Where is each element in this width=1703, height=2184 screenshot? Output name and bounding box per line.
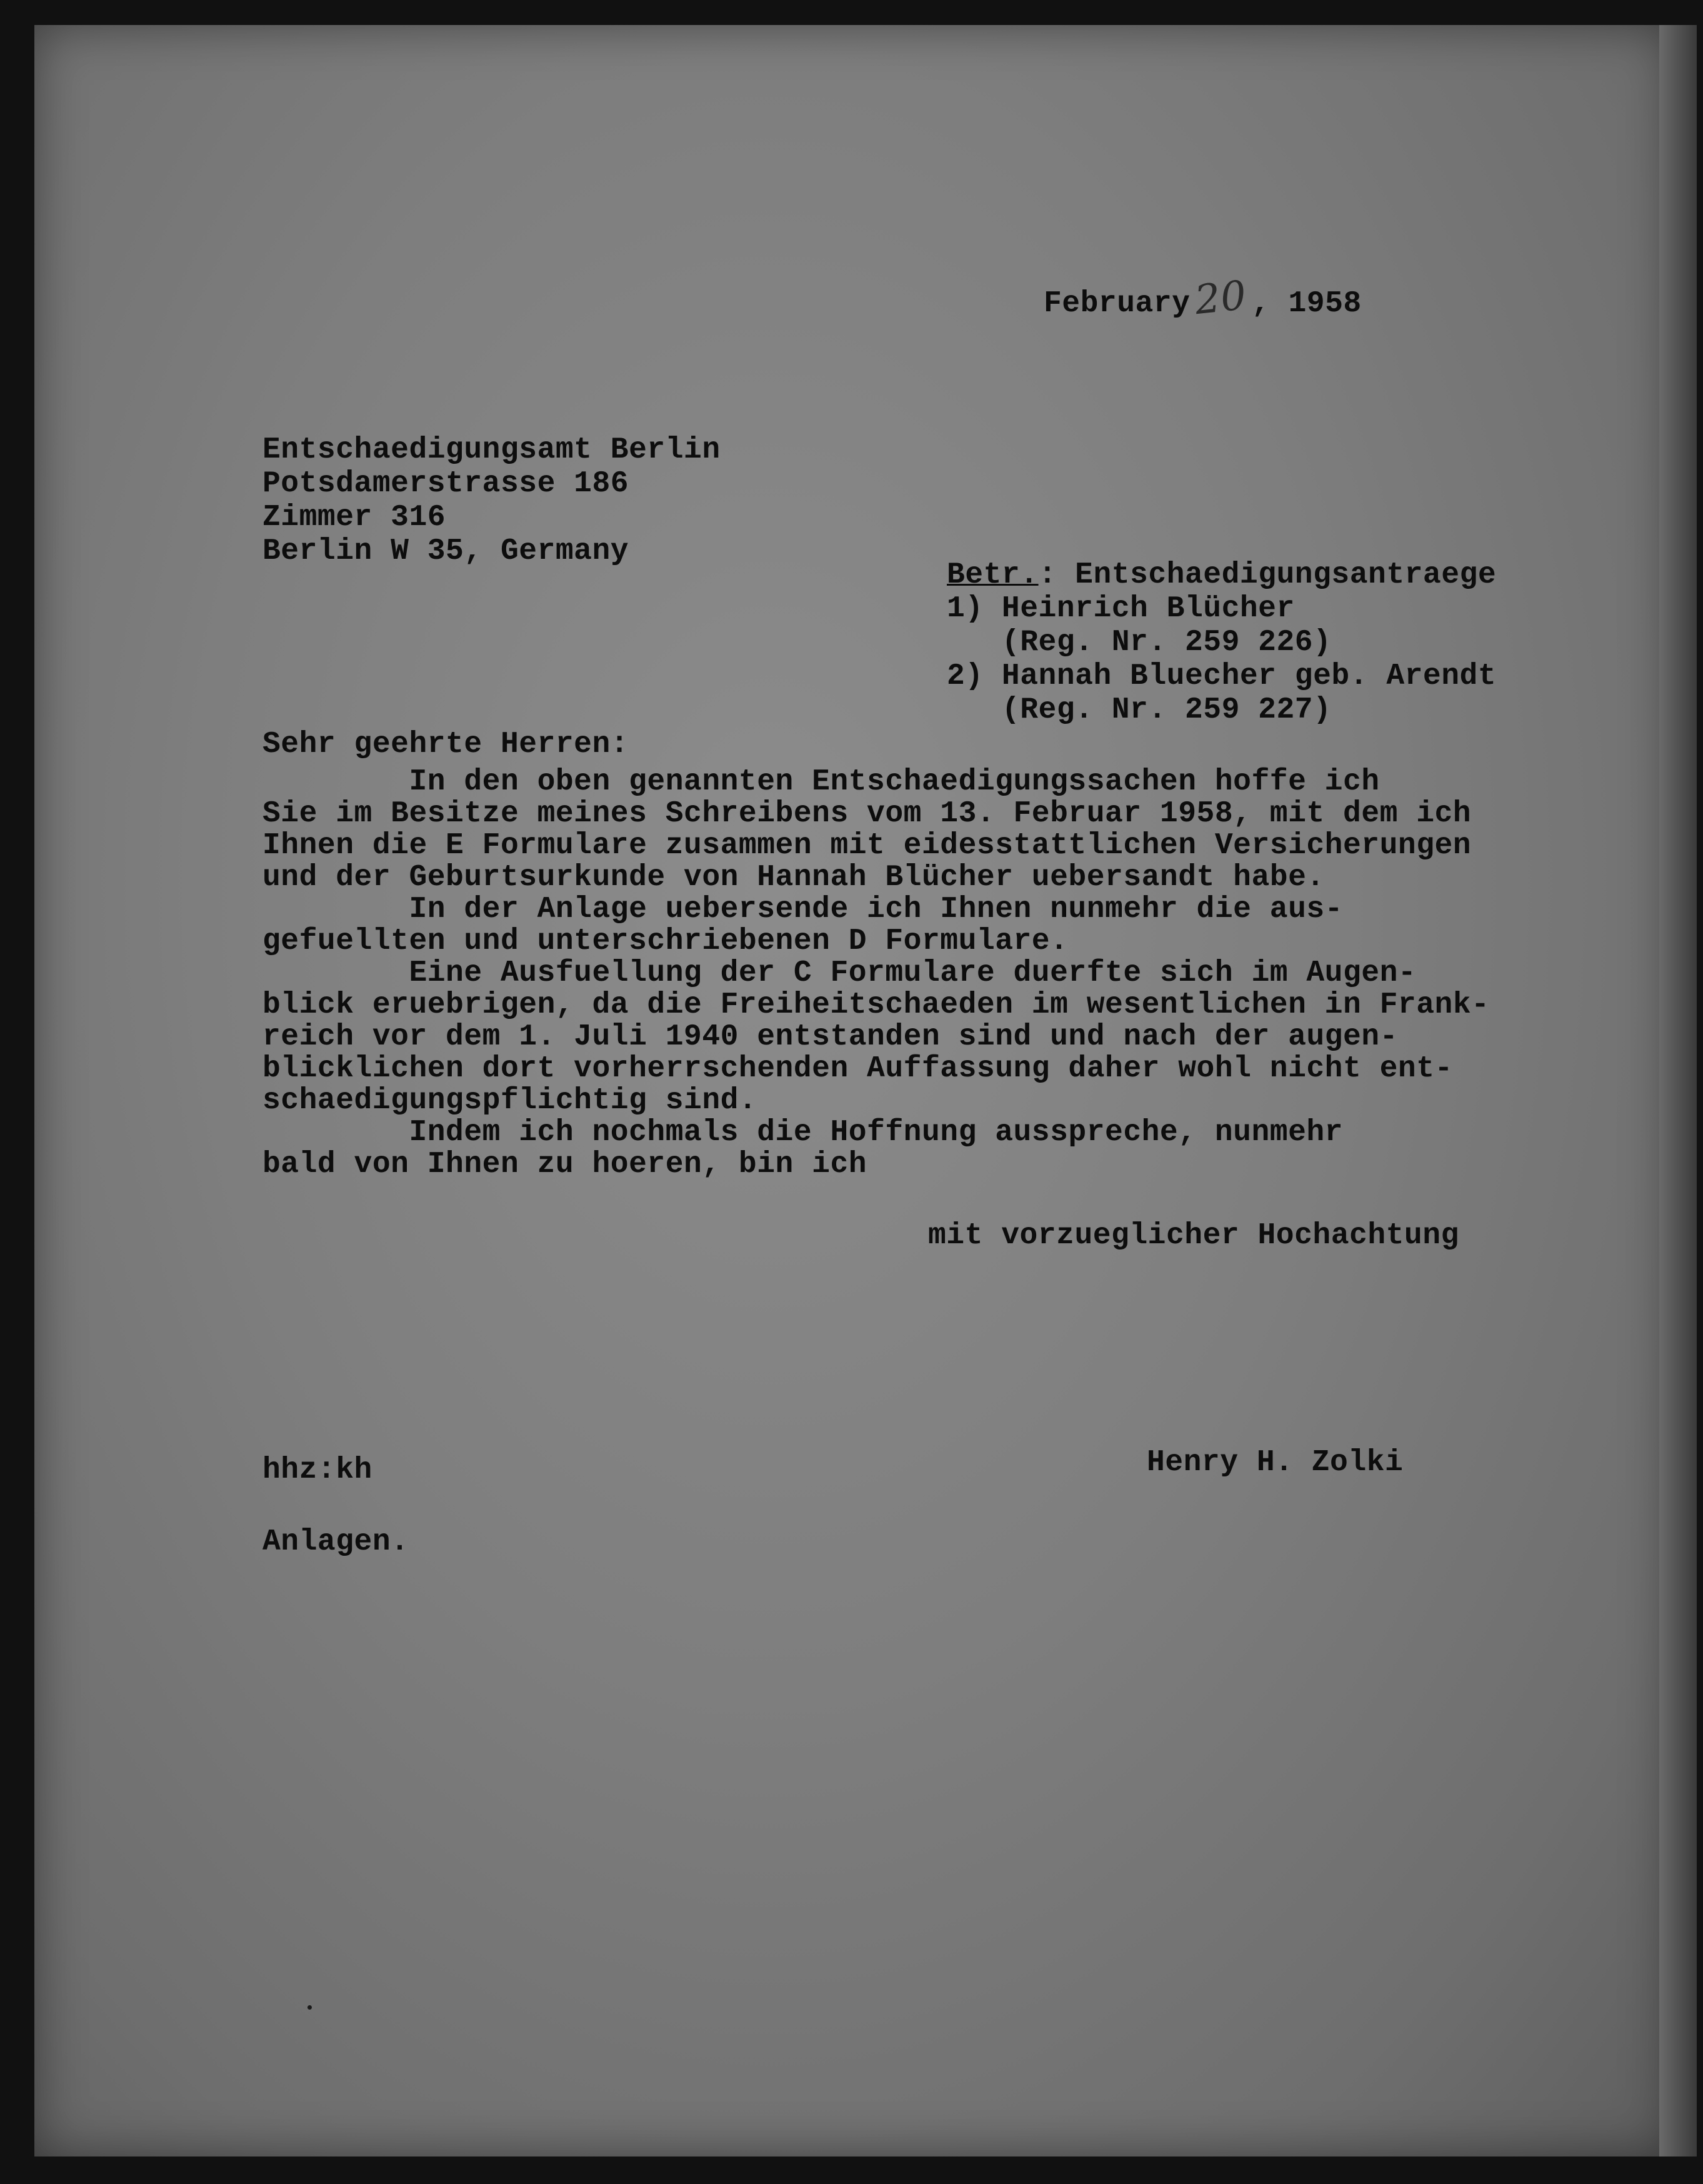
typist-initials: hhz:kh [262, 1453, 372, 1487]
reference-block [947, 558, 1496, 727]
salutation: Sehr geehrte Herren: [262, 728, 629, 761]
paper-shadow-edge [1659, 25, 1697, 2156]
date-year: , 1958 [1251, 287, 1362, 321]
body-line: bald von Ihnen zu hoeren, bin ich [262, 1148, 867, 1181]
body-line: In den oben genannten Entschaedigungssachen hoffe ich [262, 765, 1380, 799]
body-line: Ihnen die E Formulare zusammen mit eidesstattlichen Versicherungen [262, 829, 1472, 863]
enclosures-note: Anlagen. [262, 1525, 409, 1559]
body-line: Indem ich nochmals die Hoffnung ausspreche, nunmehr [262, 1116, 1343, 1150]
body-line: blick eruebrigen, da die Freiheitschaeden im wesentlichen in Frank- [262, 988, 1490, 1022]
body-line: gefuellten und unterschriebenen D Formulare. [262, 924, 1069, 958]
body-line: blicklichen dort vorherrschenden Auffassung daher wohl nicht ent- [262, 1052, 1453, 1086]
address-line-4: Berlin W 35, Germany [262, 534, 629, 568]
complimentary-closing: mit vorzueglicher Hochachtung [928, 1219, 1459, 1253]
reference-item: 1) Heinrich Blücher [947, 592, 1295, 626]
recipient-address [262, 433, 721, 568]
reference-label: Betr. [947, 558, 1039, 592]
address-line-1: Entschaedigungsamt Berlin [262, 433, 721, 467]
reference-item: 2) Hannah Bluecher geb. Arendt [947, 659, 1497, 693]
address-line-2: Potsdamerstrasse 186 [262, 467, 629, 501]
letter-body [262, 766, 1489, 1181]
body-line: Eine Ausfuellung der C Formulare duerfte sich im Augen- [262, 956, 1417, 990]
body-line: In der Anlage uebersende ich Ihnen nunmehr die aus- [262, 893, 1343, 926]
body-line: reich vor dem 1. Juli 1940 entstanden sind und nach der augen- [262, 1020, 1398, 1054]
date-day-handwritten: 20 [1192, 272, 1249, 324]
address-line-3: Zimmer 316 [262, 501, 446, 534]
signer-name: Henry H. Zolki [1147, 1446, 1404, 1480]
reference-heading [947, 558, 1496, 592]
date-month: February [1044, 287, 1191, 321]
reference-item: (Reg. Nr. 259 226) [947, 626, 1332, 659]
body-line: Sie im Besitze meines Schreibens vom 13. Februar 1958, mit dem ich [262, 797, 1472, 831]
reference-subject: : Entschaedigungsantraege [1038, 558, 1497, 592]
body-line: schaedigungspflichtig sind. [262, 1084, 757, 1118]
stray-ink-dot [307, 2005, 312, 2010]
body-line: und der Geburtsurkunde von Hannah Blücher uebersandt habe. [262, 861, 1325, 894]
letter-date [1044, 272, 1362, 324]
reference-item: (Reg. Nr. 259 227) [947, 693, 1332, 727]
